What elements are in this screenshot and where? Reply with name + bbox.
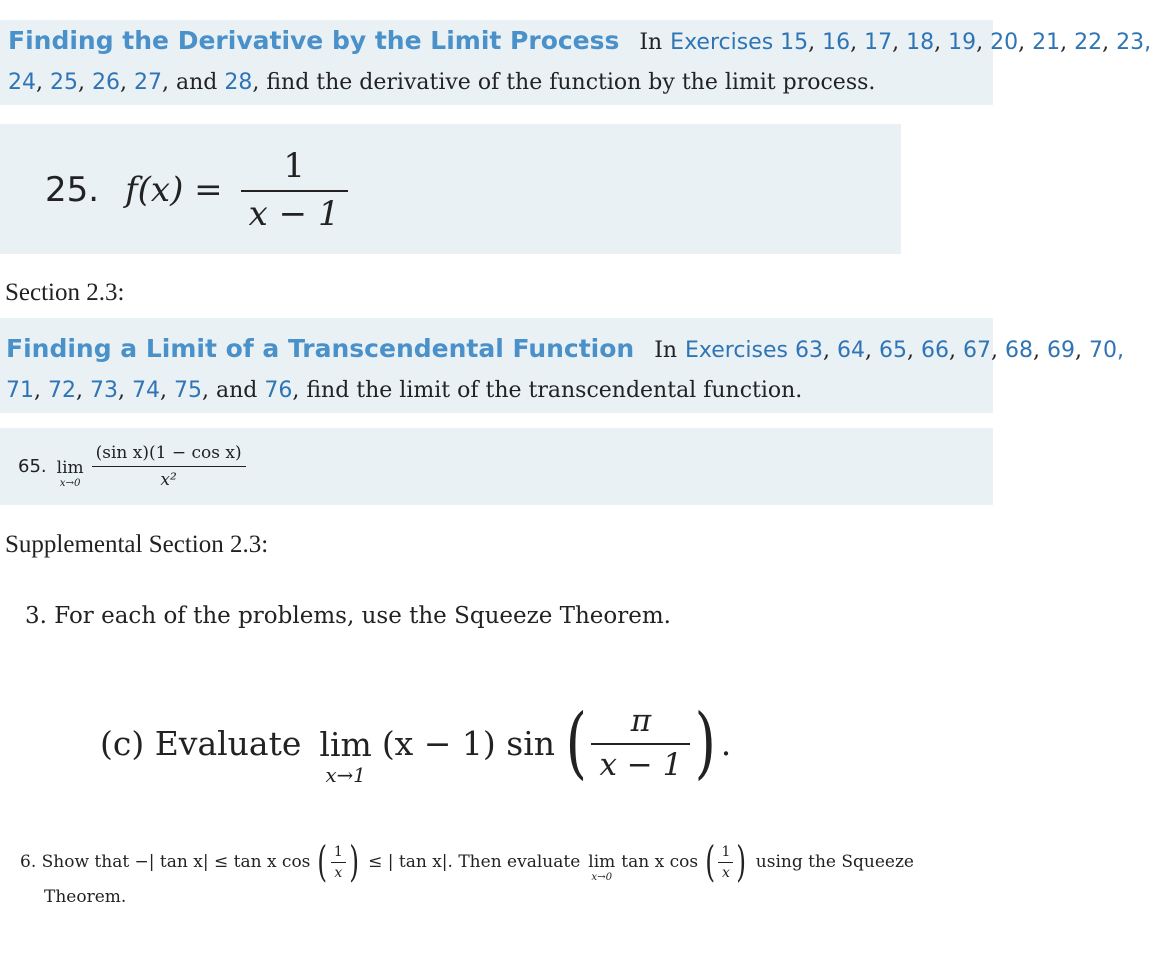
exercise-link-65[interactable]: 65 [879,338,907,363]
numerator: π [630,703,652,739]
denominator: x − 1 [241,190,348,234]
supplemental-section-label: Supplemental Section 2.3: [5,531,269,558]
item-6 [20,836,914,888]
denominator: x − 1 [591,743,690,783]
item-6-middle: ≤ | tan x|. Then evaluate [368,852,581,872]
exercise-link-22[interactable]: 22 [1074,30,1103,55]
exercise-link-25[interactable]: 25 [50,70,78,95]
exercise-link-19[interactable]: 19 [948,30,977,55]
right-paren: ) [694,698,717,788]
problem-65 [18,436,246,496]
exercise-link-27[interactable]: 27 [134,70,162,95]
exercise-header2-line1: Finding a Limit of a Transcendental Function In Exercises 63, 64, 65, 66, 67, 68, 69, 70, [6,334,1124,363]
item-3: 3. For each of the problems, use the Squeeze Theorem. [25,603,671,629]
exercise-link-21[interactable]: 21 [1032,30,1061,55]
denominator: x² [92,466,246,490]
item-6-line2: Theorem. [44,887,127,907]
exercise-link-76[interactable]: 76 [264,378,293,403]
problem-25 [45,140,348,240]
exercise-link-20[interactable]: 20 [990,30,1019,55]
right-paren: ) [349,837,359,886]
exercise-link-73[interactable]: 73 [90,378,118,403]
exercise-link-70[interactable]: 70, [1089,338,1124,363]
exercise-header-line2: 24, 25, 26, 27, and 28, find the derivative of the function by the limit process. [8,70,876,95]
function-lhs: f(x) = [125,170,223,210]
exercise-link-75[interactable]: 75 [174,378,202,403]
item-6-end: using the Squeeze [755,852,914,872]
part-c [100,688,731,798]
limit-operator: lim x→0 [56,457,84,489]
section-label: Section 2.3: [5,279,125,306]
exercise-link-69[interactable]: 69 [1047,338,1075,363]
numerator: (sin x)(1 − cos x) [95,442,242,463]
exercise-header-line1: Finding the Derivative by the Limit Process In Exercises 15, 16, 17, 18, 19, 20, 21, 22, 23, [8,26,1151,55]
problem-number: 25. [45,170,100,210]
fraction [241,146,348,234]
problem-number: 65. [18,455,47,477]
part-c-label: (c) Evaluate [100,723,302,763]
exercise-link-15[interactable]: Exercises 15 [670,30,809,55]
exercise-link-64[interactable]: 64 [837,338,865,363]
exercise-link-63[interactable]: Exercises 63 [685,338,823,363]
expression: (x − 1) sin [381,723,556,763]
limit-operator: lim x→1 [319,725,372,787]
section-heading-transcendental: Finding a Limit of a Transcendental Function [6,334,635,363]
exercise-link-74[interactable]: 74 [132,378,160,403]
exercise-link-68[interactable]: 68 [1005,338,1033,363]
item-6-after-lim: tan x cos [621,852,699,872]
period: . [720,723,732,763]
exercise-link-24[interactable]: 24 [8,70,36,95]
exercise-link-72[interactable]: 72 [48,378,76,403]
exercise-link-17[interactable]: 17 [864,30,893,55]
fraction-2: $\frac{1}{x}$ [718,844,733,881]
right-paren-2: ) [736,837,747,886]
left-paren-2: ( [705,837,716,886]
exercise-link-71[interactable]: 71 [6,378,34,403]
section-heading-derivative: Finding the Derivative by the Limit Process [8,26,620,55]
left-paren: ( [317,837,328,886]
numerator: 1 [283,146,305,186]
item-6-start: 6. Show that −| tan x| ≤ tan x cos [20,852,311,872]
fraction: $\frac{1}{x}$ [331,844,346,881]
exercise-link-18[interactable]: 18 [906,30,935,55]
exercise-link-26[interactable]: 26 [92,70,120,95]
fraction [92,443,246,490]
exercise-link-23[interactable]: 23, [1116,30,1151,55]
limit-operator: lim x→0 [588,851,616,883]
exercise-link-28[interactable]: 28 [224,70,253,95]
exercise-link-16[interactable]: 16 [822,30,851,55]
fraction [591,703,690,783]
left-paren: ( [565,698,587,788]
exercise-link-67[interactable]: 67 [963,338,991,363]
exercise-link-66[interactable]: 66 [921,338,949,363]
exercise-header2-line2: 71, 72, 73, 74, 75, and 76, find the limit of the transcendental function. [6,378,803,403]
